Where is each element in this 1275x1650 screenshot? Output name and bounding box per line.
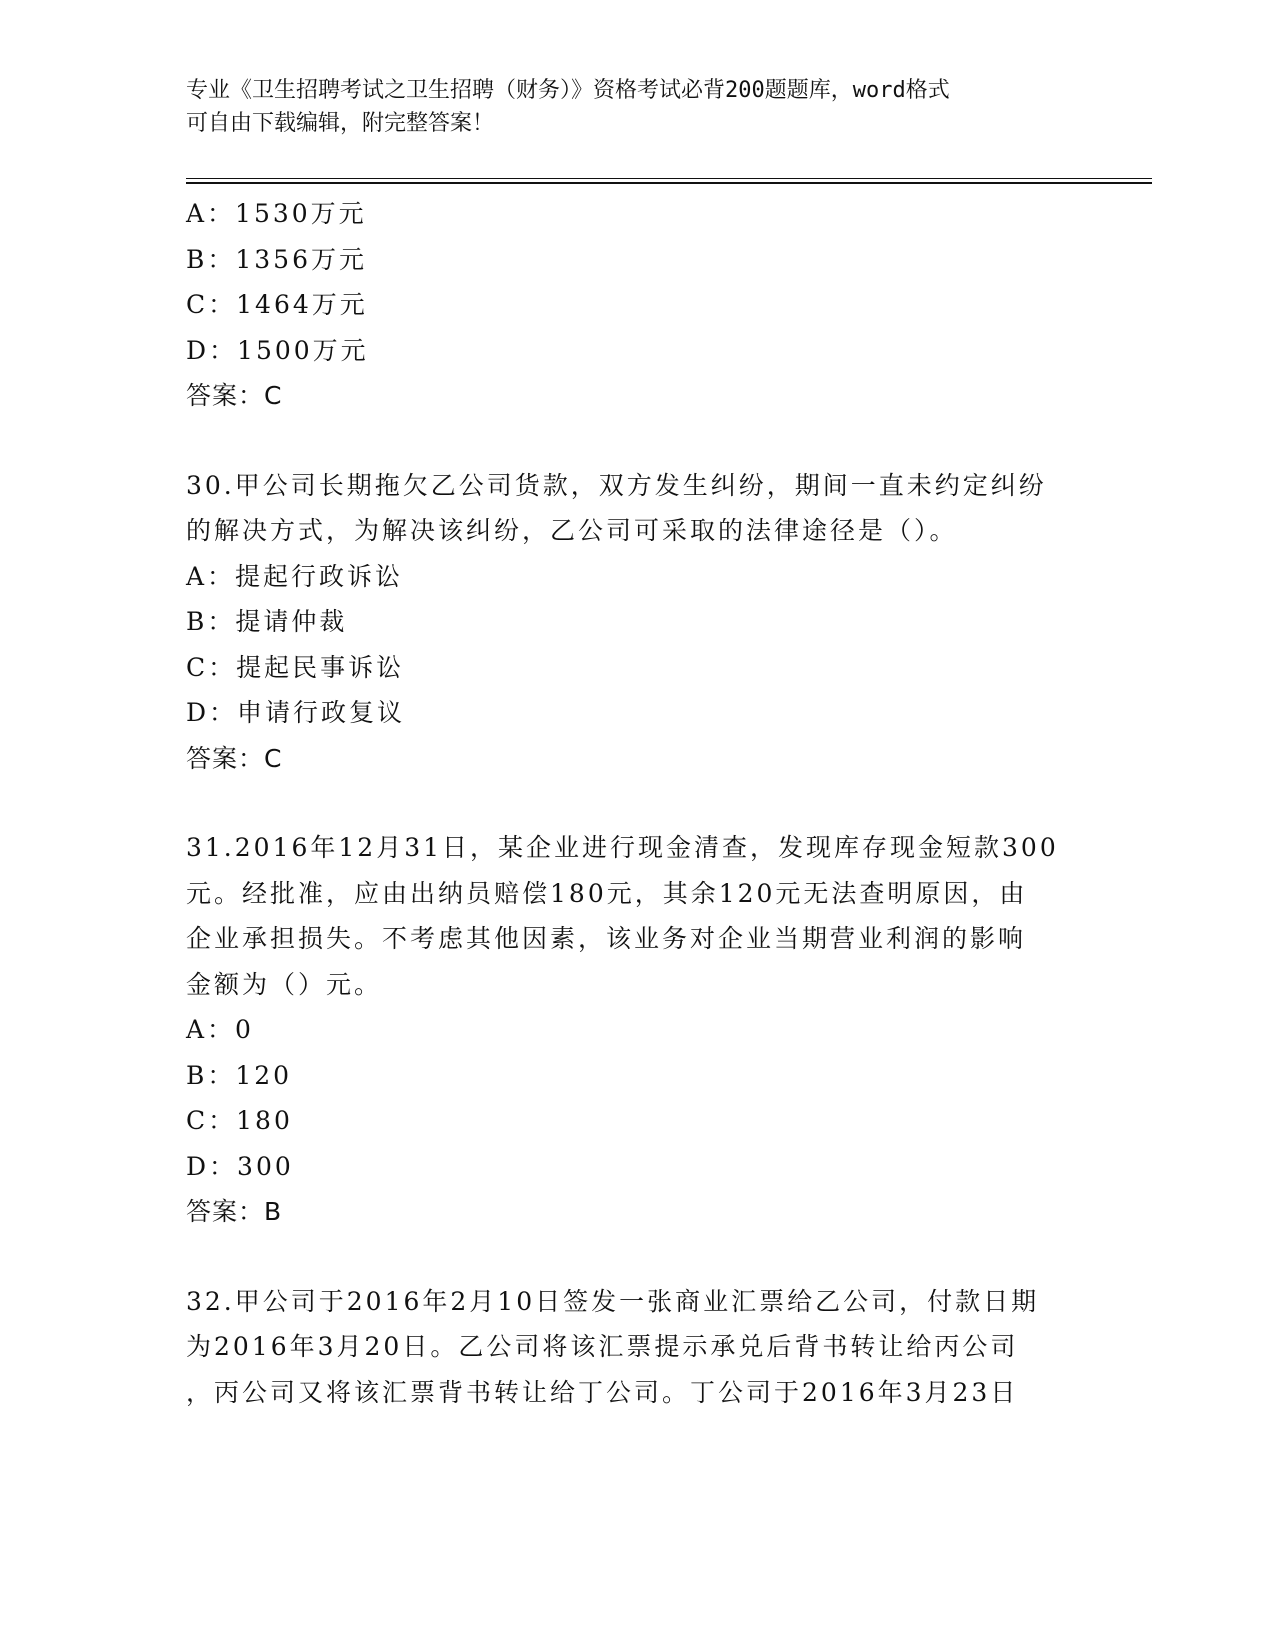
option-d: D：申请行政复议 [186, 698, 406, 727]
answer-line: 答案：C [186, 743, 283, 773]
header-title-line-1: 专业《卫生招聘考试之卫生招聘（财务）》资格考试必背200题题库，word格式 [186, 78, 950, 103]
header-divider-thick [186, 182, 1152, 184]
question-stem-line: 为2016年3月20日。乙公司将该汇票提示承兑后背书转让给丙公司 [186, 1332, 1019, 1361]
option-d: D：300 [186, 1151, 294, 1181]
question-29 [186, 191, 1086, 419]
option-d: D：1500万元 [186, 335, 369, 365]
question-stem-line: 32.甲公司于2016年2月10日签发一张商业汇票给乙公司，付款日期 [186, 1286, 1040, 1316]
option-b: B：提请仲裁 [186, 607, 348, 636]
question-stem-line: 31.2016年12月31日，某企业进行现金清查，发现库存现金短款300 [186, 833, 1059, 862]
question-stem-line: ，丙公司又将该汇票背书转让给丁公司。丁公司于2016年3月23日 [186, 1377, 1019, 1407]
header-title-line-2: 可自由下载编辑，附完整答案！ [186, 111, 495, 136]
question-stem-line: 的解决方式，为解决该纠纷，乙公司可采取的法律途径是（）。 [186, 516, 958, 545]
question-30 [186, 463, 1086, 782]
answer-line: 答案：B [186, 1197, 283, 1226]
document-header [186, 74, 1086, 140]
question-31 [186, 825, 1086, 1235]
option-c: C：180 [186, 1106, 293, 1135]
header-divider-thin [186, 178, 1152, 179]
document-body [186, 191, 1086, 1415]
answer-line: 答案：C [186, 381, 283, 410]
option-b: B：1356万元 [186, 244, 367, 274]
option-a: A：1530万元 [186, 199, 367, 228]
option-a: A：0 [186, 1015, 254, 1044]
question-stem-line: 金额为（）元。 [186, 969, 383, 999]
option-a: A：提起行政诉讼 [186, 561, 404, 591]
question-stem-line: 企业承担损失。不考虑其他因素，该业务对企业当期营业利润的影响 [186, 924, 1027, 953]
question-stem-line: 30.甲公司长期拖欠乙公司货款，双方发生纠纷，期间一直未约定纠纷 [186, 470, 1047, 500]
question-stem-line: 元。经批准，应由出纳员赔偿180元，其余120元无法查明原因，由 [186, 878, 1028, 908]
option-c: C：提起民事诉讼 [186, 652, 405, 682]
question-32 [186, 1279, 1086, 1416]
option-b: B：120 [186, 1060, 293, 1090]
option-c: C：1464万元 [186, 290, 368, 319]
